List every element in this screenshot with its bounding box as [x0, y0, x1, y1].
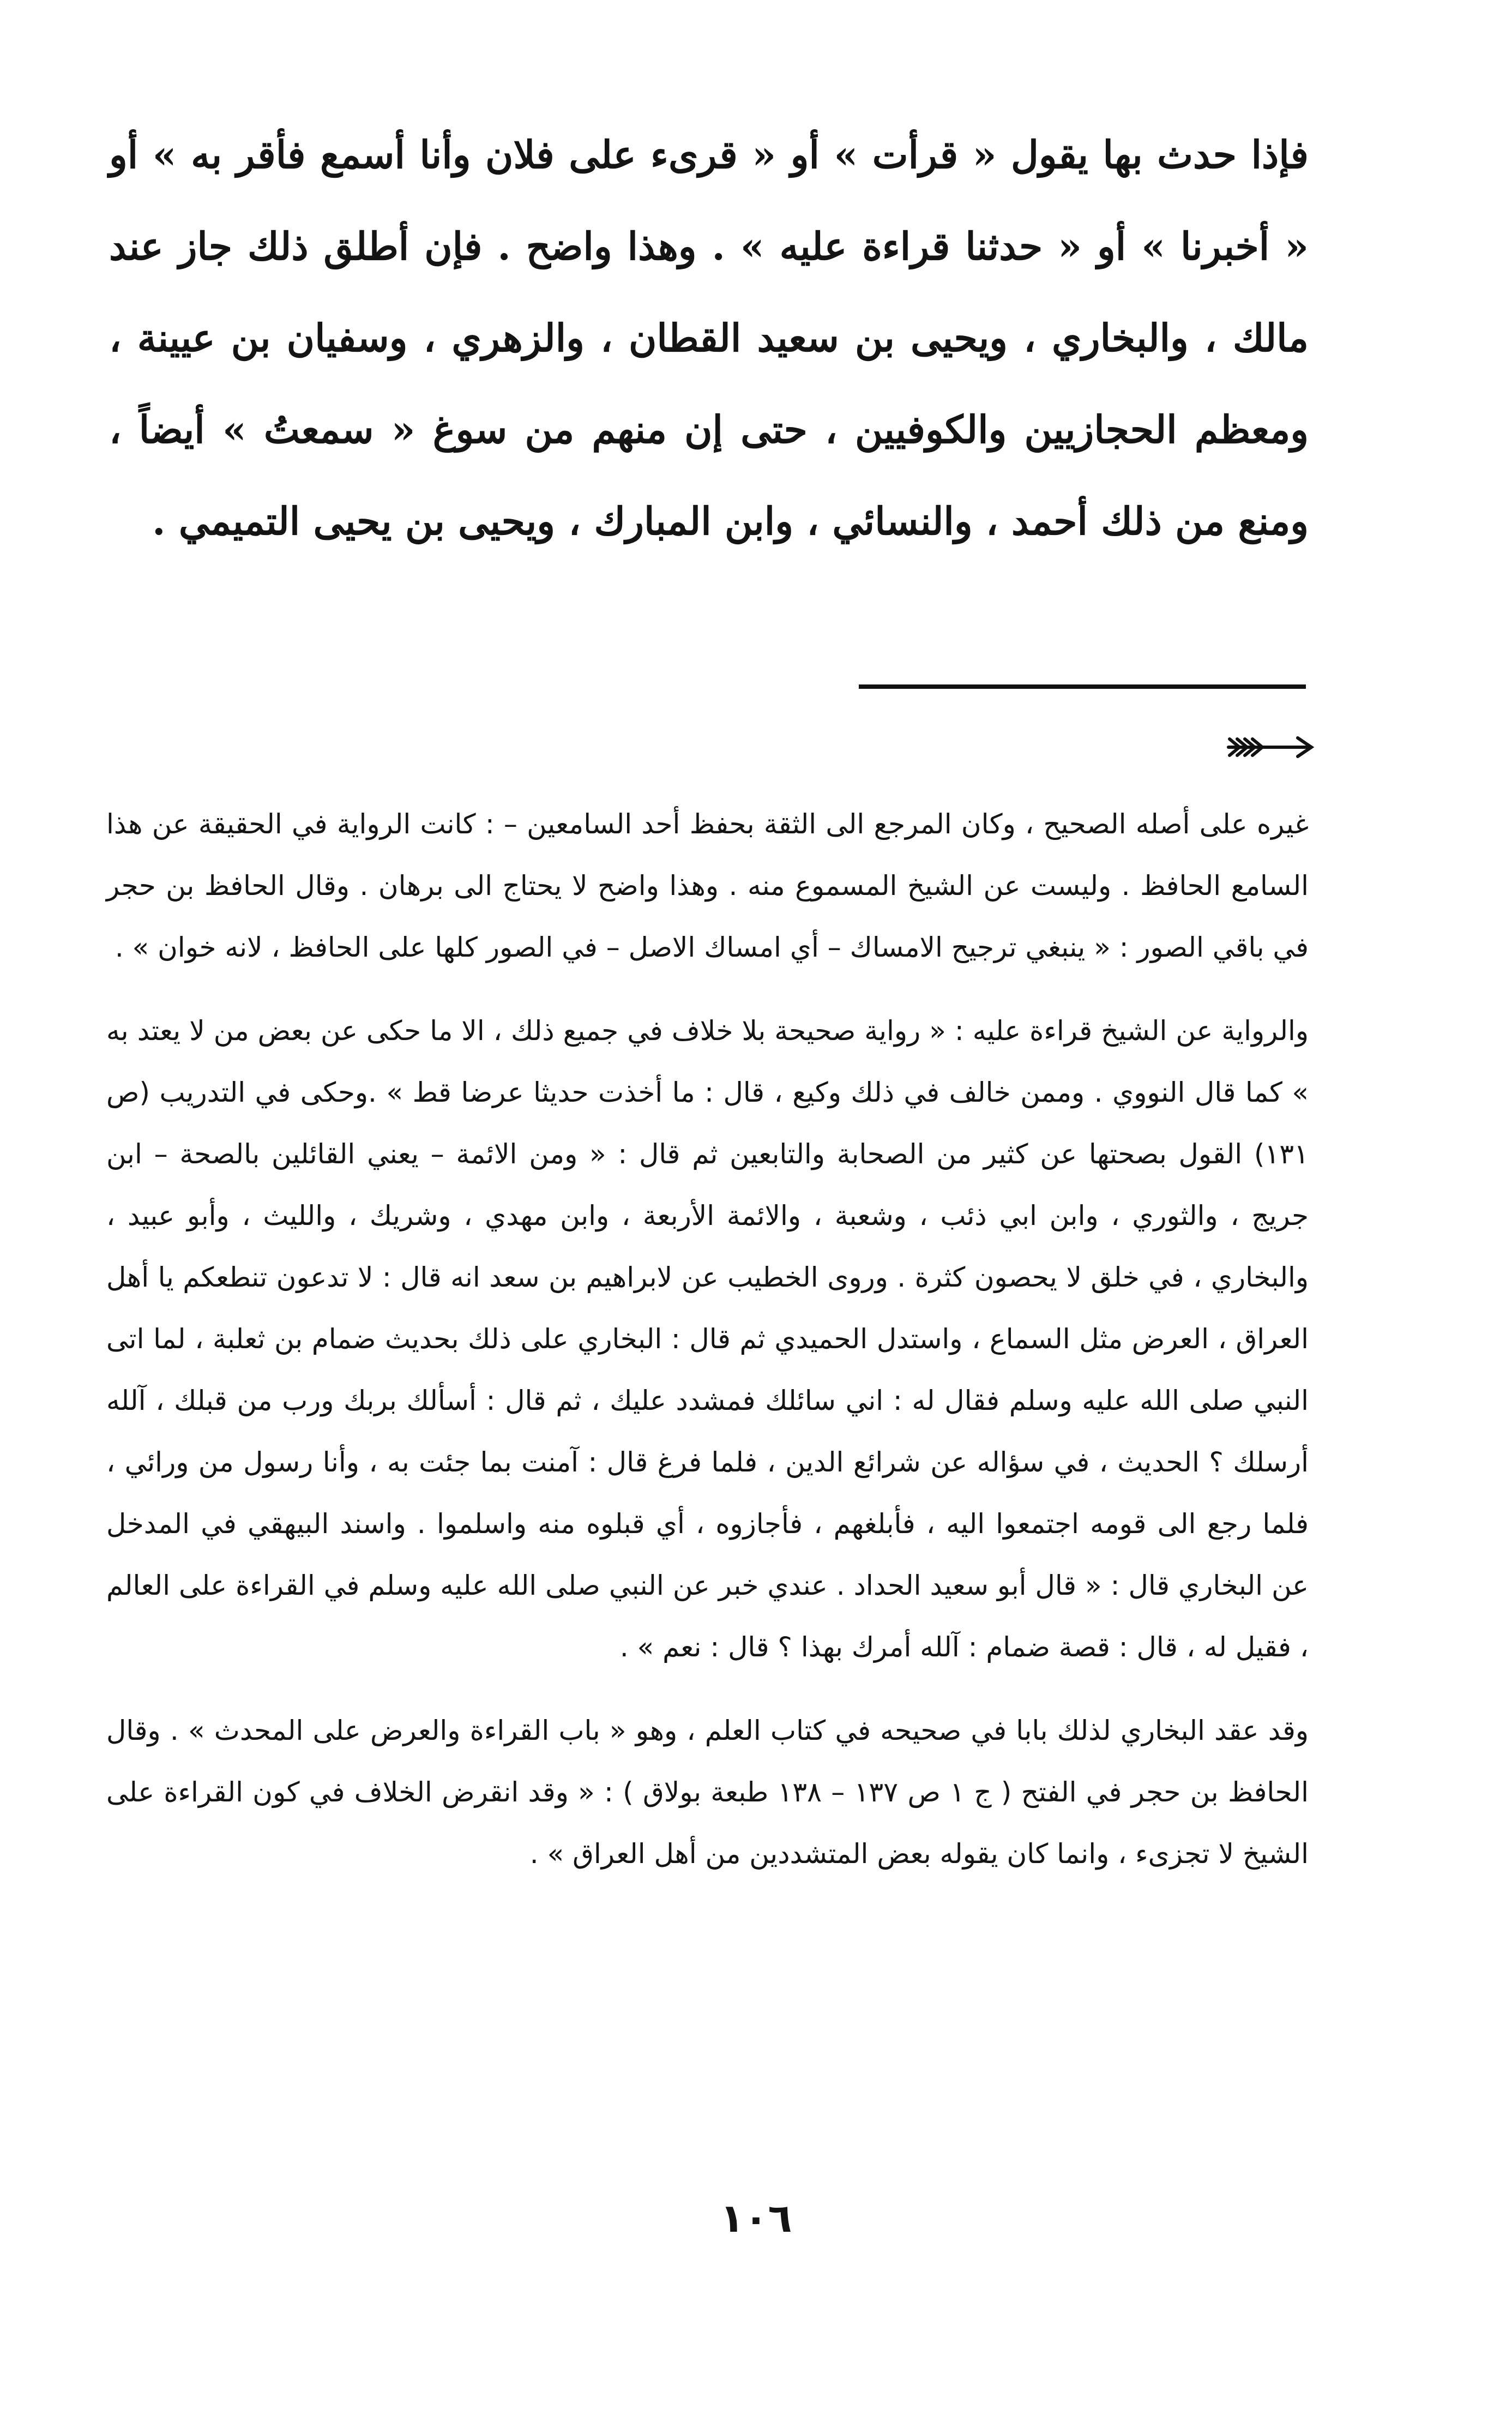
footnote-paragraph: وقد عقد البخاري لذلك بابا في صحيحه في كتاب العلم ، وهو « باب القراءة والعرض على المحدث » . وقال الحافظ بن حجر في الفتح ( ج ١ ص ١٣٧ – ١٣٨ طبعة بولاق ) : « وقد انقرض الخلاف في كون القراءة على الشيخ لا تجزىء ، وانما كان يقوله بعض المتشددين من أهل العراق » .: [106, 1715, 1309, 1870]
footnote-paragraph: والرواية عن الشيخ قراءة عليه : « رواية صحيحة بلا خلاف في جميع ذلك ، الا ما حكى عن بعض من لا يعتد به » كما قال النووي . وممن خالف في ذلك وكيع ، قال : ما أخذت حديثا عرضا قط » .وحكى في التدريب (ص ١٣١) القول بصحتها عن كثير من الصحابة والتابعين ثم قال : « ومن الائمة – يعني القائلين بالصحة – ابن جريج ، والثوري ، وابن ابي ذئب ، وشعبة ، والائمة الأربعة ، وابن مهدي ، وشريك ، والليث ، وأبو عبيد ، والبخاري ، في خلق لا يحصون كثرة . وروى الخطيب عن لابراهيم بن سعد انه قال : لا تدعون تنطعكم يا أهل العراق ، العرض مثل السماع ، واستدل الحميدي ثم قال : البخاري على ذلك بحديث ضمام بن ثعلبة ، لما اتى النبي صلى الله عليه وسلم فقال له : اني سائلك فمشدد عليك ، ثم قال : أسألك بربك ورب من قبلك ، آلله أرسلك ؟ الحديث ، في سؤاله عن شرائع الدين ، فلما فرغ قال : آمنت بما جئت به ، وأنا رسول من ورائي ، فلما رجع الى قومه اجتمعوا اليه ، فأبلغهم ، فأجازوه ، أي قبلوه منه واسلموا . واسند البيهقي في المدخل عن البخاري قال : « قال أبو سعيد الحداد . عندي خبر عن النبي صلى الله عليه وسلم في القراءة على العالم ، فقيل له ، قال : قصة ضمام : آلله أمرك بهذا ؟ قال : نعم » .: [106, 1015, 1309, 1663]
arrow-icon: [1224, 728, 1317, 766]
footnote-separator-rule: [859, 684, 1306, 689]
main-body-text: [109, 109, 1309, 567]
main-paragraph: فإذا حدث بها يقول « قرأت » أو « قرىء على فلان وأنا أسمع فأقر به » أو « أخبرنا » أو « حدثنا قراءة عليه » . وهذا واضح . فإن أطلق ذلك جاز عند مالك ، والبخاري ، ويحيى بن سعيد القطان ، والزهري ، وسفيان بن عيينة ، ومعظم الحجازيين والكوفيين ، حتى إن منهم من سوغ « سمعتُ » أيضاً ، ومنع من ذلك أحمد ، والنسائي ، وابن المبارك ، ويحيى بن يحيى التميمي .: [109, 132, 1309, 544]
footnotes-section: [106, 794, 1309, 1885]
page-number: ١٠٦: [720, 2195, 792, 2241]
footnote-paragraph: غيره على أصله الصحيح ، وكان المرجع الى الثقة بحفظ أحد السامعين – : كانت الرواية في الحقيقة عن هذا السامع الحافظ . وليست عن الشيخ المسموع منه . وهذا واضح لا يحتاج الى برهان . وقال الحافظ بن حجر في باقي الصور : « ينبغي ترجيح الامساك – أي امساك الاصل – في الصور كلها على الحافظ ، لانه خوان » .: [106, 808, 1309, 963]
